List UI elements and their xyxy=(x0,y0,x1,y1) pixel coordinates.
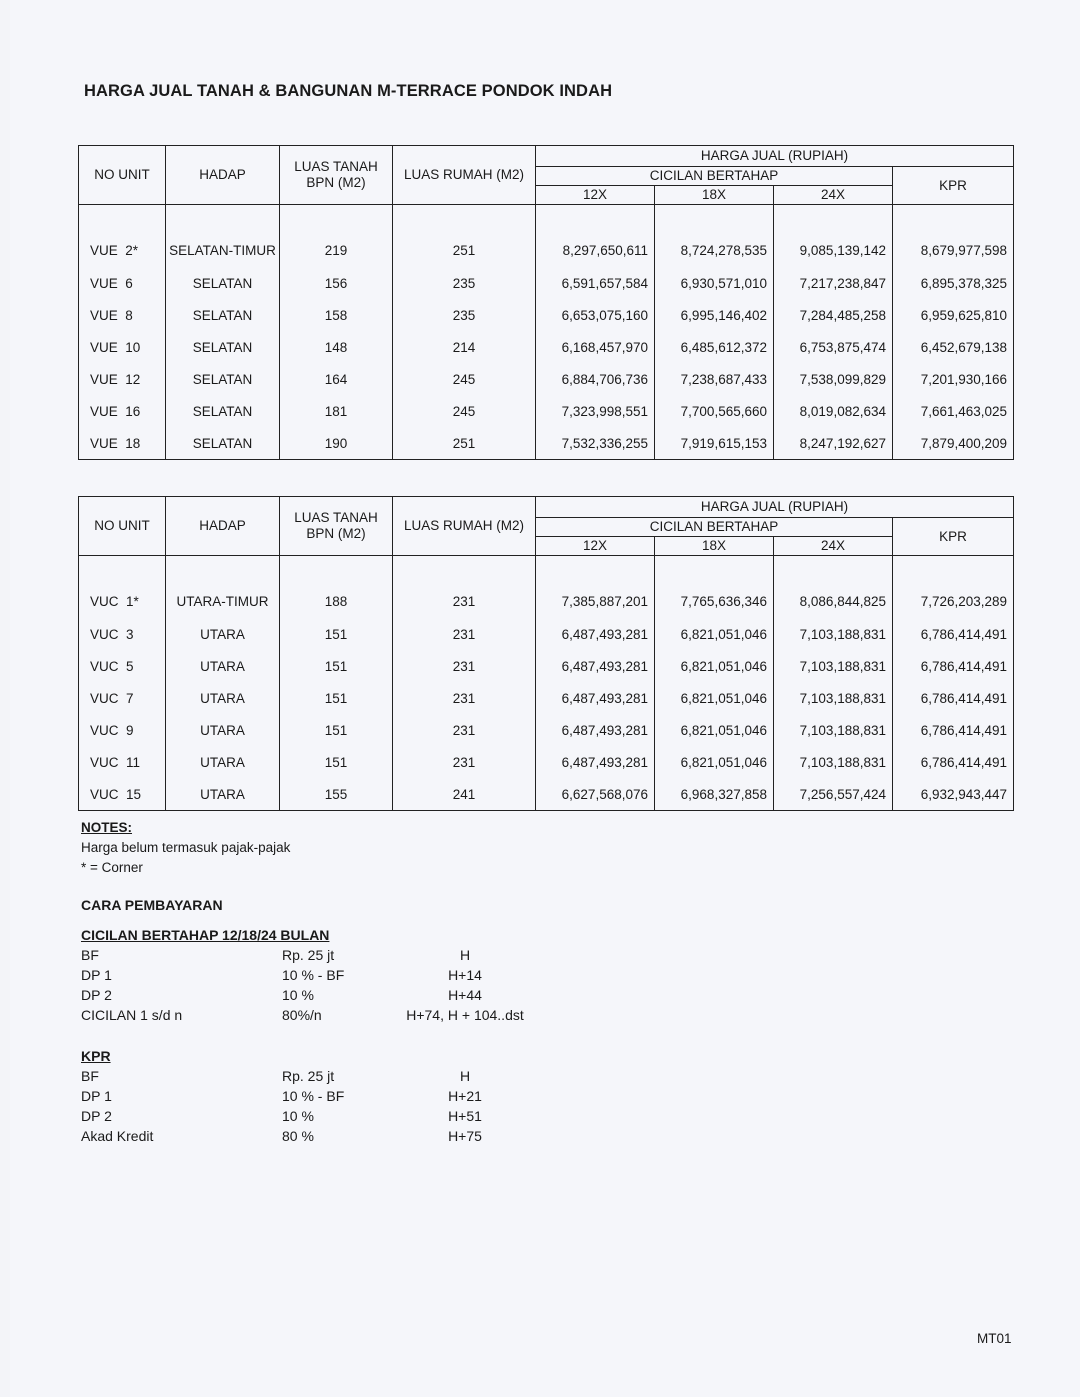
price-kpr-cell: 6,895,378,325 xyxy=(893,267,1014,299)
price-12x-cell: 7,385,887,201 xyxy=(536,556,655,619)
price-kpr-cell: 6,786,414,491 xyxy=(893,618,1014,650)
payment-row xyxy=(81,1128,482,1148)
header-18x: 18X xyxy=(655,537,774,556)
document-title: HARGA JUAL TANAH & BANGUNAN M-TERRACE PONDOK INDAH xyxy=(84,82,613,100)
unit-cell: VUC 7 xyxy=(79,682,166,714)
unit-cell: VUE 8 xyxy=(79,299,166,331)
price-18x-cell: 6,930,571,010 xyxy=(655,267,774,299)
price-12x-cell: 6,591,657,584 xyxy=(536,267,655,299)
price-kpr-cell: 6,786,414,491 xyxy=(893,746,1014,778)
kpr-heading: KPR xyxy=(81,1048,111,1064)
price-kpr-cell: 7,661,463,025 xyxy=(893,395,1014,427)
header-luas-tanah: LUAS TANAH BPN (M2) xyxy=(280,497,393,556)
table-row xyxy=(79,746,1014,778)
hadap-cell: SELATAN xyxy=(166,427,280,460)
payment-amount: 10 % xyxy=(282,987,314,1003)
price-kpr-cell: 6,452,679,138 xyxy=(893,331,1014,363)
luas-rumah-cell: 251 xyxy=(393,427,536,460)
unit-cell: VUE 12 xyxy=(79,363,166,395)
price-12x-cell: 7,532,336,255 xyxy=(536,427,655,460)
header-luas-rumah: LUAS RUMAH (M2) xyxy=(393,497,536,556)
payment-label: DP 2 xyxy=(81,987,112,1003)
price-table-vuc xyxy=(78,496,1014,811)
price-table-vue xyxy=(78,145,1014,460)
price-12x-cell: 6,884,706,736 xyxy=(536,363,655,395)
cicilan-heading: CICILAN BERTAHAP 12/18/24 BULAN xyxy=(81,927,330,943)
luas-rumah-cell: 231 xyxy=(393,746,536,778)
hadap-cell: SELATAN xyxy=(166,299,280,331)
payment-amount: 80%/n xyxy=(282,1007,322,1023)
price-24x-cell: 7,284,485,258 xyxy=(774,299,893,331)
payment-amount: 10 % xyxy=(282,1108,314,1124)
price-24x-cell: 7,103,188,831 xyxy=(774,746,893,778)
luas-tanah-cell: 151 xyxy=(280,746,393,778)
price-12x-cell: 6,627,568,076 xyxy=(536,778,655,811)
hadap-cell: UTARA xyxy=(166,682,280,714)
payment-row xyxy=(81,967,482,987)
payment-label: CICILAN 1 s/d n xyxy=(81,1007,183,1023)
header-kpr: KPR xyxy=(893,518,1014,556)
unit-cell: VUE 2* xyxy=(79,205,166,268)
table-row xyxy=(79,778,1014,811)
luas-rumah-cell: 231 xyxy=(393,650,536,682)
luas-tanah-cell: 158 xyxy=(280,299,393,331)
payment-amount: Rp. 25 jt xyxy=(282,947,335,963)
notes-line: * = Corner xyxy=(81,860,143,875)
table-row xyxy=(79,556,1014,619)
price-kpr-cell: 6,786,414,491 xyxy=(893,650,1014,682)
luas-tanah-cell: 148 xyxy=(280,331,393,363)
unit-cell: VUE 16 xyxy=(79,395,166,427)
luas-tanah-cell: 156 xyxy=(280,267,393,299)
price-18x-cell: 6,995,146,402 xyxy=(655,299,774,331)
table-row xyxy=(79,714,1014,746)
luas-rumah-cell: 231 xyxy=(393,682,536,714)
payment-due: H+74, H + 104..dst xyxy=(406,1007,524,1023)
header-hadap: HADAP xyxy=(166,497,280,556)
price-18x-cell: 6,821,051,046 xyxy=(655,618,774,650)
price-18x-cell: 7,700,565,660 xyxy=(655,395,774,427)
table-row xyxy=(79,618,1014,650)
price-24x-cell: 9,085,139,142 xyxy=(774,205,893,268)
price-12x-cell: 7,323,998,551 xyxy=(536,395,655,427)
payment-row xyxy=(81,1068,471,1088)
payment-row xyxy=(81,1007,524,1027)
header-24x: 24X xyxy=(774,537,893,556)
luas-tanah-cell: 155 xyxy=(280,778,393,811)
price-18x-cell: 7,238,687,433 xyxy=(655,363,774,395)
payment-row xyxy=(81,947,471,967)
price-24x-cell: 7,103,188,831 xyxy=(774,714,893,746)
luas-tanah-cell: 151 xyxy=(280,650,393,682)
price-12x-cell: 6,487,493,281 xyxy=(536,650,655,682)
hadap-cell: SELATAN xyxy=(166,395,280,427)
luas-tanah-cell: 219 xyxy=(280,205,393,268)
price-kpr-cell: 7,879,400,209 xyxy=(893,427,1014,460)
payment-label: Akad Kredit xyxy=(81,1128,154,1144)
price-12x-cell: 6,168,457,970 xyxy=(536,331,655,363)
luas-rumah-cell: 231 xyxy=(393,714,536,746)
header-18x: 18X xyxy=(655,186,774,205)
luas-rumah-cell: 214 xyxy=(393,331,536,363)
price-18x-cell: 6,821,051,046 xyxy=(655,650,774,682)
hadap-cell: SELATAN xyxy=(166,267,280,299)
header-12x: 12X xyxy=(536,186,655,205)
unit-cell: VUC 9 xyxy=(79,714,166,746)
payment-due: H+21 xyxy=(448,1088,482,1104)
payment-due: H xyxy=(459,947,471,963)
hadap-cell: UTARA xyxy=(166,618,280,650)
luas-tanah-cell: 151 xyxy=(280,618,393,650)
table-row xyxy=(79,395,1014,427)
price-24x-cell: 7,256,557,424 xyxy=(774,778,893,811)
price-18x-cell: 6,968,327,858 xyxy=(655,778,774,811)
payment-due: H+44 xyxy=(448,987,482,1003)
price-kpr-cell: 8,679,977,598 xyxy=(893,205,1014,268)
table-row xyxy=(79,267,1014,299)
table-row xyxy=(79,331,1014,363)
payment-heading: CARA PEMBAYARAN xyxy=(81,897,223,913)
hadap-cell: UTARA xyxy=(166,778,280,811)
payment-label: DP 2 xyxy=(81,1108,112,1124)
header-no-unit: NO UNIT xyxy=(79,146,166,205)
price-kpr-cell: 6,786,414,491 xyxy=(893,714,1014,746)
header-harga-jual: HARGA JUAL (RUPIAH) xyxy=(536,146,1014,167)
hadap-cell: UTARA-TIMUR xyxy=(166,556,280,619)
price-24x-cell: 6,753,875,474 xyxy=(774,331,893,363)
price-18x-cell: 6,821,051,046 xyxy=(655,714,774,746)
price-24x-cell: 7,538,099,829 xyxy=(774,363,893,395)
luas-rumah-cell: 231 xyxy=(393,618,536,650)
price-24x-cell: 8,019,082,634 xyxy=(774,395,893,427)
payment-due: H+14 xyxy=(448,967,482,983)
luas-tanah-cell: 151 xyxy=(280,682,393,714)
unit-cell: VUE 10 xyxy=(79,331,166,363)
header-harga-jual: HARGA JUAL (RUPIAH) xyxy=(536,497,1014,518)
header-hadap: HADAP xyxy=(166,146,280,205)
luas-tanah-cell: 151 xyxy=(280,714,393,746)
price-18x-cell: 8,724,278,535 xyxy=(655,205,774,268)
price-24x-cell: 7,103,188,831 xyxy=(774,682,893,714)
luas-tanah-cell: 164 xyxy=(280,363,393,395)
payment-amount: 10 % - BF xyxy=(282,967,345,983)
luas-rumah-cell: 235 xyxy=(393,299,536,331)
table-row xyxy=(79,363,1014,395)
document-code: MT01 xyxy=(977,1331,1012,1346)
luas-rumah-cell: 235 xyxy=(393,267,536,299)
price-18x-cell: 7,919,615,153 xyxy=(655,427,774,460)
payment-due: H xyxy=(459,1068,471,1084)
hadap-cell: SELATAN xyxy=(166,363,280,395)
unit-cell: VUC 11 xyxy=(79,746,166,778)
price-24x-cell: 7,217,238,847 xyxy=(774,267,893,299)
unit-cell: VUC 5 xyxy=(79,650,166,682)
unit-cell: VUC 15 xyxy=(79,778,166,811)
table-row xyxy=(79,205,1014,268)
price-24x-cell: 7,103,188,831 xyxy=(774,650,893,682)
price-18x-cell: 7,765,636,346 xyxy=(655,556,774,619)
unit-cell: VUE 18 xyxy=(79,427,166,460)
luas-rumah-cell: 245 xyxy=(393,363,536,395)
price-kpr-cell: 6,786,414,491 xyxy=(893,682,1014,714)
table-row xyxy=(79,682,1014,714)
payment-amount: Rp. 25 jt xyxy=(282,1068,335,1084)
payment-label: BF xyxy=(81,947,99,963)
luas-tanah-cell: 181 xyxy=(280,395,393,427)
price-12x-cell: 6,487,493,281 xyxy=(536,746,655,778)
price-kpr-cell: 6,932,943,447 xyxy=(893,778,1014,811)
notes-section xyxy=(81,818,290,878)
payment-row xyxy=(81,1108,482,1128)
price-18x-cell: 6,821,051,046 xyxy=(655,746,774,778)
payment-section xyxy=(81,897,524,1148)
payment-label: DP 1 xyxy=(81,967,112,983)
payment-due: H+75 xyxy=(448,1128,482,1144)
table-row xyxy=(79,427,1014,460)
unit-cell: VUE 6 xyxy=(79,267,166,299)
payment-due: H+51 xyxy=(448,1108,482,1124)
price-12x-cell: 6,487,493,281 xyxy=(536,618,655,650)
header-cicilan: CICILAN BERTAHAP xyxy=(536,167,893,186)
luas-rumah-cell: 231 xyxy=(393,556,536,619)
unit-cell: VUC 3 xyxy=(79,618,166,650)
luas-rumah-cell: 245 xyxy=(393,395,536,427)
price-18x-cell: 6,485,612,372 xyxy=(655,331,774,363)
price-12x-cell: 6,487,493,281 xyxy=(536,682,655,714)
payment-label: BF xyxy=(81,1068,99,1084)
header-24x: 24X xyxy=(774,186,893,205)
notes-line: Harga belum termasuk pajak-pajak xyxy=(81,840,291,855)
header-cicilan: CICILAN BERTAHAP xyxy=(536,518,893,537)
payment-amount: 80 % xyxy=(282,1128,314,1144)
price-12x-cell: 8,297,650,611 xyxy=(536,205,655,268)
luas-tanah-cell: 188 xyxy=(280,556,393,619)
luas-rumah-cell: 251 xyxy=(393,205,536,268)
price-24x-cell: 8,086,844,825 xyxy=(774,556,893,619)
header-no-unit: NO UNIT xyxy=(79,497,166,556)
header-luas-tanah: LUAS TANAH BPN (M2) xyxy=(280,146,393,205)
header-luas-rumah: LUAS RUMAH (M2) xyxy=(393,146,536,205)
payment-row xyxy=(81,1088,482,1108)
header-kpr: KPR xyxy=(893,167,1014,205)
hadap-cell: UTARA xyxy=(166,650,280,682)
luas-rumah-cell: 241 xyxy=(393,778,536,811)
payment-amount: 10 % - BF xyxy=(282,1088,345,1104)
price-kpr-cell: 7,726,203,289 xyxy=(893,556,1014,619)
price-24x-cell: 7,103,188,831 xyxy=(774,618,893,650)
payment-row xyxy=(81,987,482,1007)
unit-cell: VUC 1* xyxy=(79,556,166,619)
price-24x-cell: 8,247,192,627 xyxy=(774,427,893,460)
hadap-cell: SELATAN xyxy=(166,331,280,363)
price-12x-cell: 6,487,493,281 xyxy=(536,714,655,746)
hadap-cell: UTARA xyxy=(166,714,280,746)
price-18x-cell: 6,821,051,046 xyxy=(655,682,774,714)
table-row xyxy=(79,650,1014,682)
price-12x-cell: 6,653,075,160 xyxy=(536,299,655,331)
hadap-cell: UTARA xyxy=(166,746,280,778)
payment-label: DP 1 xyxy=(81,1088,112,1104)
notes-heading: NOTES: xyxy=(81,820,133,835)
price-kpr-cell: 7,201,930,166 xyxy=(893,363,1014,395)
table-row xyxy=(79,299,1014,331)
luas-tanah-cell: 190 xyxy=(280,427,393,460)
header-12x: 12X xyxy=(536,537,655,556)
hadap-cell: SELATAN-TIMUR xyxy=(166,205,280,268)
price-kpr-cell: 6,959,625,810 xyxy=(893,299,1014,331)
